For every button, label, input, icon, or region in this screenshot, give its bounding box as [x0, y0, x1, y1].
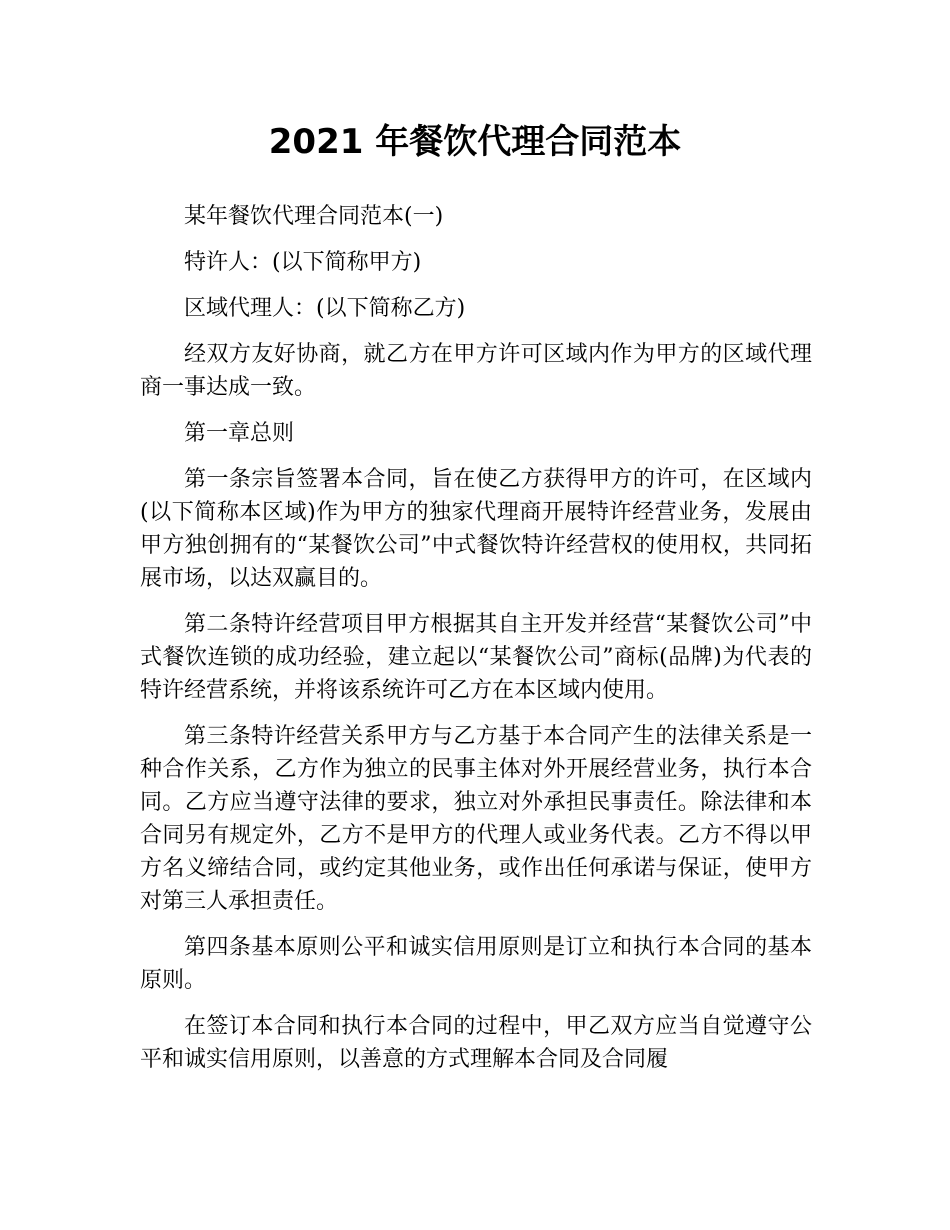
- paragraph-good-faith: 在签订本合同和执行本合同的过程中，甲乙双方应当自觉遵守公平和诚实信用原则，以善意的方式理解本合同及合同履: [140, 1014, 812, 1072]
- paragraph-regional-agent: 区域代理人：(以下简称乙方): [184, 296, 466, 321]
- paragraph-contract-heading: 某年餐饮代理合同范本(一): [184, 204, 444, 229]
- paragraph-article-three: 第三条特许经营关系甲方与乙方基于本合同产生的法律关系是一种合作关系，乙方作为独立的民事主体对外开展经营业务，执行本合同。乙方应当遵守法律的要求，独立对外承担民事责任。除法律和本合同另有规定外，乙方不是甲方的代理人或业务代表。乙方不得以甲方名义缔结合同，或约定其他业务，或作出任何承诺与保证，使甲方对第三人承担责任。: [140, 724, 812, 914]
- document-body: [140, 200, 812, 1076]
- document-title: 2021 年餐饮代理合同范本: [268, 122, 682, 162]
- paragraph-article-four: 第四条基本原则公平和诚实信用原则是订立和执行本合同的基本原则。: [140, 935, 812, 993]
- paragraph-franchisor: 特许人：(以下简称甲方): [184, 250, 422, 275]
- paragraph-chapter-one: 第一章总则: [184, 421, 295, 446]
- paragraph-agreement-intro: 经双方友好协商，就乙方在甲方许可区域内作为甲方的区域代理商一事达成一致。: [140, 342, 812, 400]
- paragraph-article-two: 第二条特许经营项目甲方根据其自主开发并经营“某餐饮公司”中式餐饮连锁的成功经验，建立起以“某餐饮公司”商标(品牌)为代表的特许经营系统，并将该系统许可乙方在本区域内使用。: [140, 612, 812, 703]
- paragraph-article-one: 第一条宗旨签署本合同，旨在使乙方获得甲方的许可，在区域内(以下简称本区域)作为甲方的独家代理商开展特许经营业务，发展由甲方独创拥有的“某餐饮公司”中式餐饮特许经营权的使用权，共同拓展市场，以达双赢目的。: [140, 467, 812, 591]
